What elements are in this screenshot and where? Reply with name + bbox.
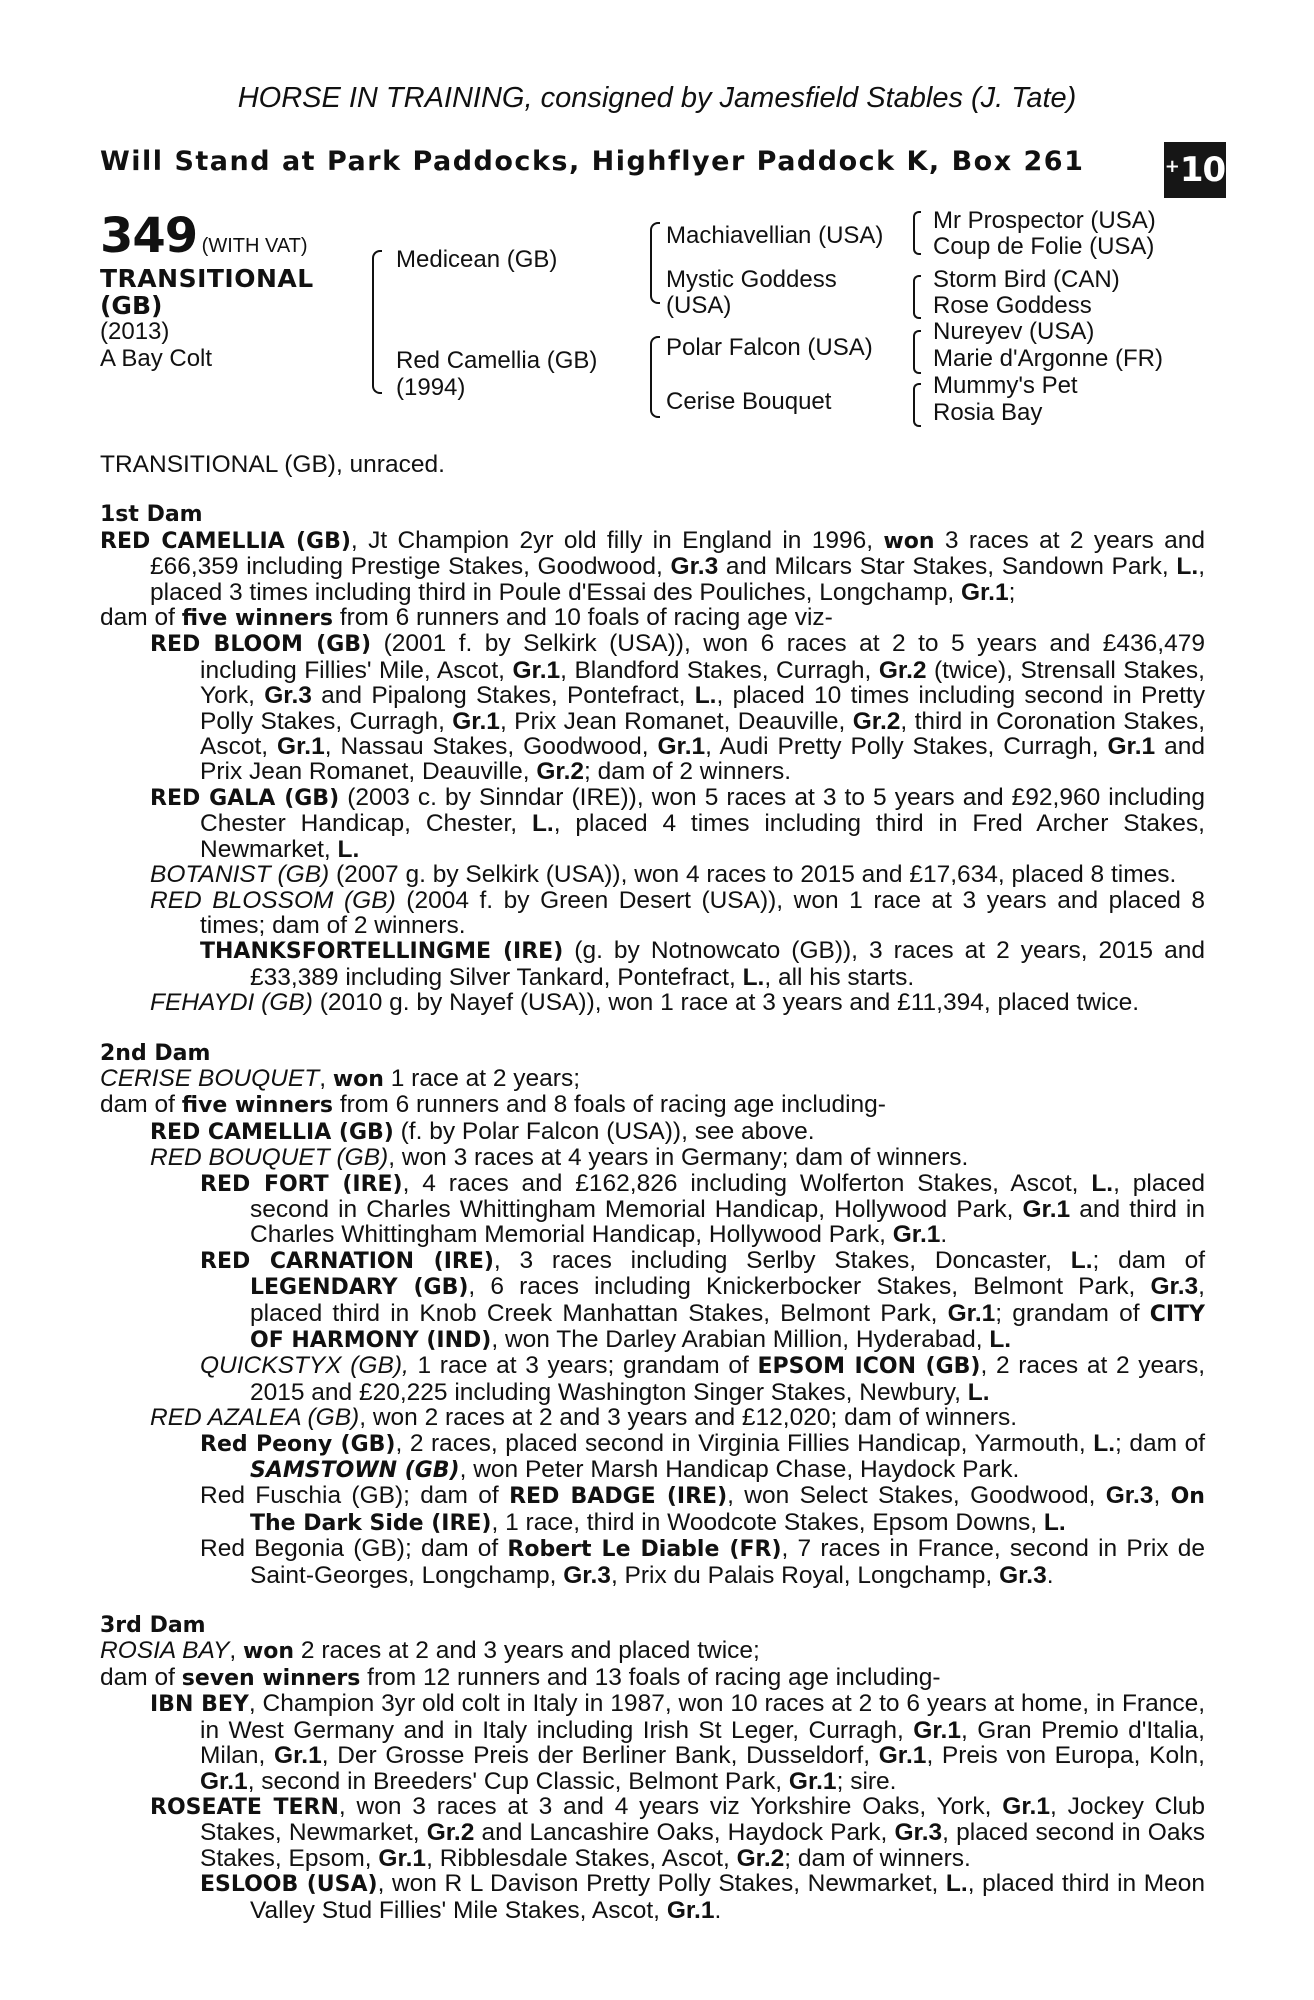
brace-g1 [913, 211, 921, 255]
lot-number-line [100, 208, 308, 264]
sire-dam-origin: (USA) [666, 292, 732, 319]
section-1st-dam: 1st Dam [100, 502, 203, 528]
grandproduce-red-begonia: Red Begonia (GB); dam of Robert Le Diable (FR), 7 races in France, second in Prix de Saint-Georges, Longchamp, Gr.3, Prix du Palais Royal, Longchamp, Gr.3. [200, 1535, 1205, 1589]
dam2-produce-summary: dam of five winners from 6 runners and 8 foals of racing age including- [100, 1091, 886, 1119]
dam1-entry: RED CAMELLIA (GB), Jt Champion 2yr old filly in England in 1996, won 3 races at 2 years and £66,359 including Prestige Stakes, Goodwood, Gr.3 and Milcars Star Stakes, Sandown Park, L., placed 3 times including third in Poule d'Essai des Pouliches, Longchamp, Gr.1; [100, 526, 1205, 606]
horse-origin: (GB) [100, 291, 163, 320]
badge-plus: + [1164, 155, 1179, 177]
brace-sire-line [650, 222, 660, 304]
stand-location: Will Stand at Park Paddocks, Highflyer Paddock K, Box 261 [100, 146, 1085, 177]
g-coup-de-folie: Coup de Folie (USA) [933, 233, 1155, 260]
produce-red-gala: RED GALA (GB) (2003 c. by Sinndar (IRE)), won 5 races at 3 to 5 years and £92,960 including Chester Handicap, Chester, L., placed 4 times including third in Fred Archer Stakes, Newmarket, L. [150, 783, 1205, 863]
produce-red-camellia: RED CAMELLIA (GB) (f. by Polar Falcon (USA)), see above. [150, 1117, 815, 1145]
dam: Red Camellia (GB) [396, 347, 598, 374]
grandproduce-red-peony: Red Peony (GB), 2 races, placed second in Virginia Fillies Handicap, Yarmouth, L.; dam of SAMSTOWN (GB), won Peter Marsh Handicap Chase, Haydock Park. [200, 1429, 1206, 1484]
grandproduce-esloob: ESLOOB (USA), won R L Davison Pretty Polly Stakes, Newmarket, L., placed third in Meon Valley Stud Fillies' Mile Stakes, Ascot, Gr.1. [200, 1870, 1205, 1924]
grandproduce-quickstyx: QUICKSTYX (GB), 1 race at 3 years; grandam of EPSOM ICON (GB), 2 races at 2 years, 2015 and £20,225 including Washington Singer Stakes, Newbury, L. [200, 1352, 1206, 1406]
section-3rd-dam: 3rd Dam [100, 1613, 206, 1639]
lot-badge [1164, 142, 1226, 198]
catalogue-header: HORSE IN TRAINING, consigned by Jamesfield Stables (J. Tate) [237, 82, 1077, 114]
grandproduce-red-carnation: RED CARNATION (IRE), 3 races including Serlby Stakes, Doncaster, L.; dam of LEGENDARY (GB), 6 races including Knickerbocker Stakes, Belmont Park, Gr.3, placed third in Knob Creek Manhattan Stakes, Belmont Park, Gr.1; grandam of CITY OF HARMONY (IND), won The Darley Arabian Million, Hyderabad, L. [200, 1246, 1206, 1353]
g-mummys-pet: Mummy's Pet [933, 372, 1078, 399]
lot-number: 349 [100, 208, 198, 264]
produce-fehaydi: FEHAYDI (GB) (2010 g. by Nayef (USA)), won 1 race at 3 years and £11,394, placed twice. [150, 989, 1140, 1017]
produce-roseate-tern: ROSEATE TERN, won 3 races at 3 and 4 years viz Yorkshire Oaks, York, Gr.1, Jockey Club Stakes, Newmarket, Gr.2 and Lancashire Oaks, Haydock Park, Gr.3, placed second in Oaks Stakes, Epsom, Gr.1, Ribblesdale Stakes, Ascot, Gr.2; dam of winners. [150, 1792, 1206, 1872]
brace-dam-line [650, 336, 660, 418]
g-marie-dargonne: Marie d'Argonne (FR) [933, 345, 1163, 372]
produce-red-bloom: RED BLOOM (GB) (2001 f. by Selkirk (USA)), won 6 races at 2 to 5 years and £436,479 including Fillies' Mile, Ascot, Gr.1, Blandford Stakes, Curragh, Gr.2 (twice), Strensall Stakes, York, Gr.3 and Pipalong Stakes, Pontefract, L., placed 10 times including second in Pretty Polly Stakes, Curragh, Gr.1, Prix Jean Romanet, Deauville, Gr.2, third in Coronation Stakes, Ascot, Gr.1, Nassau Stakes, Goodwood, Gr.1, Audi Pretty Polly Stakes, Curragh, Gr.1 and Prix Jean Romanet, Deauville, Gr.2; dam of 2 winners. [150, 630, 1206, 786]
pedigree-notes [100, 452, 1205, 1923]
section-2nd-dam: 2nd Dam [100, 1040, 211, 1066]
g-rose-goddess: Rose Goddess [933, 292, 1092, 319]
vat-note: (WITH VAT) [201, 235, 308, 257]
foaling-year: (2013) [100, 318, 170, 345]
dam3-entry: ROSIA BAY, won 2 races at 2 and 3 years and placed twice; [100, 1637, 760, 1665]
g-rosia-bay: Rosia Bay [933, 399, 1043, 426]
sire-dam: Mystic Goddess [666, 266, 837, 293]
produce-botanist: BOTANIST (GB) (2007 g. by Selkirk (USA)), won 4 races to 2015 and £17,634, placed 8 times. [150, 861, 1177, 889]
grandproduce-red-fort: RED FORT (IRE), 4 races and £162,826 including Wolferton Stakes, Ascot, L., placed second in Charles Whittingham Memorial Handicap, Hollywood Park, Gr.1 and third in Charles Whittingham Memorial Handicap, Hollywood Park, Gr.1. [200, 1169, 1205, 1249]
sire: Medicean (GB) [396, 246, 558, 273]
produce-red-blossom: RED BLOSSOM (GB) (2004 f. by Green Desert (USA)), won 1 race at 3 years and placed 8 times; dam of 2 winners. [150, 886, 1205, 939]
dam3-produce-summary: dam of seven winners from 12 runners and 13 foals of racing age including- [100, 1663, 941, 1691]
g-mr-prospector: Mr Prospector (USA) [933, 207, 1156, 234]
dam-year: (1994) [396, 374, 466, 401]
g-nureyev: Nureyev (USA) [933, 318, 1095, 345]
produce-red-azalea: RED AZALEA (GB), won 2 races at 2 and 3 years and £12,020; dam of winners. [150, 1404, 1018, 1432]
horse-description: A Bay Colt [100, 345, 213, 372]
dam1-produce-summary: dam of five winners from 6 runners and 10 foals of racing age viz- [100, 604, 833, 632]
brace-g4 [913, 383, 921, 427]
grandproduce-red-fuschia: Red Fuschia (GB); dam of RED BADGE (IRE), won Select Stakes, Goodwood, Gr.3, On The Dark Side (IRE), 1 race, third in Woodcote Stakes, Epsom Downs, L. [200, 1482, 1205, 1536]
badge-number: 10 [1179, 150, 1226, 190]
g-storm-bird: Storm Bird (CAN) [933, 266, 1120, 293]
dam-sire: Polar Falcon (USA) [666, 334, 873, 361]
sire-sire: Machiavellian (USA) [666, 222, 884, 249]
brace-g2 [913, 275, 921, 319]
brace-sire-dam [372, 250, 382, 394]
horse-name: TRANSITIONAL [100, 264, 314, 293]
produce-ibn-bey: IBN BEY, Champion 3yr old colt in Italy in 1987, won 10 races at 2 to 6 years at home, in France, in West Germany and in Italy including Irish St Leger, Curragh, Gr.1, Gran Premio d'Italia, Milan, Gr.1, Der Grosse Preis der Berliner Bank, Dusseldorf, Gr.1, Preis von Europa, Koln, Gr.1, second in Breeders' Cup Classic, Belmont Park, Gr.1; sire. [150, 1690, 1206, 1795]
dam2-entry: CERISE BOUQUET, won 1 race at 2 years; [100, 1064, 581, 1092]
produce-red-bouquet: RED BOUQUET (GB), won 3 races at 4 years in Germany; dam of winners. [150, 1144, 969, 1172]
brace-g3 [913, 330, 921, 374]
race-summary: TRANSITIONAL (GB), unraced. [100, 451, 445, 478]
dam-dam: Cerise Bouquet [666, 388, 832, 415]
grandproduce-thanksfortellingme: THANKSFORTELLINGME (IRE) (g. by Notnowcato (GB)), 3 races at 2 years, 2015 and £33,389 including Silver Tankard, Pontefract, L., all his starts. [200, 937, 1205, 991]
